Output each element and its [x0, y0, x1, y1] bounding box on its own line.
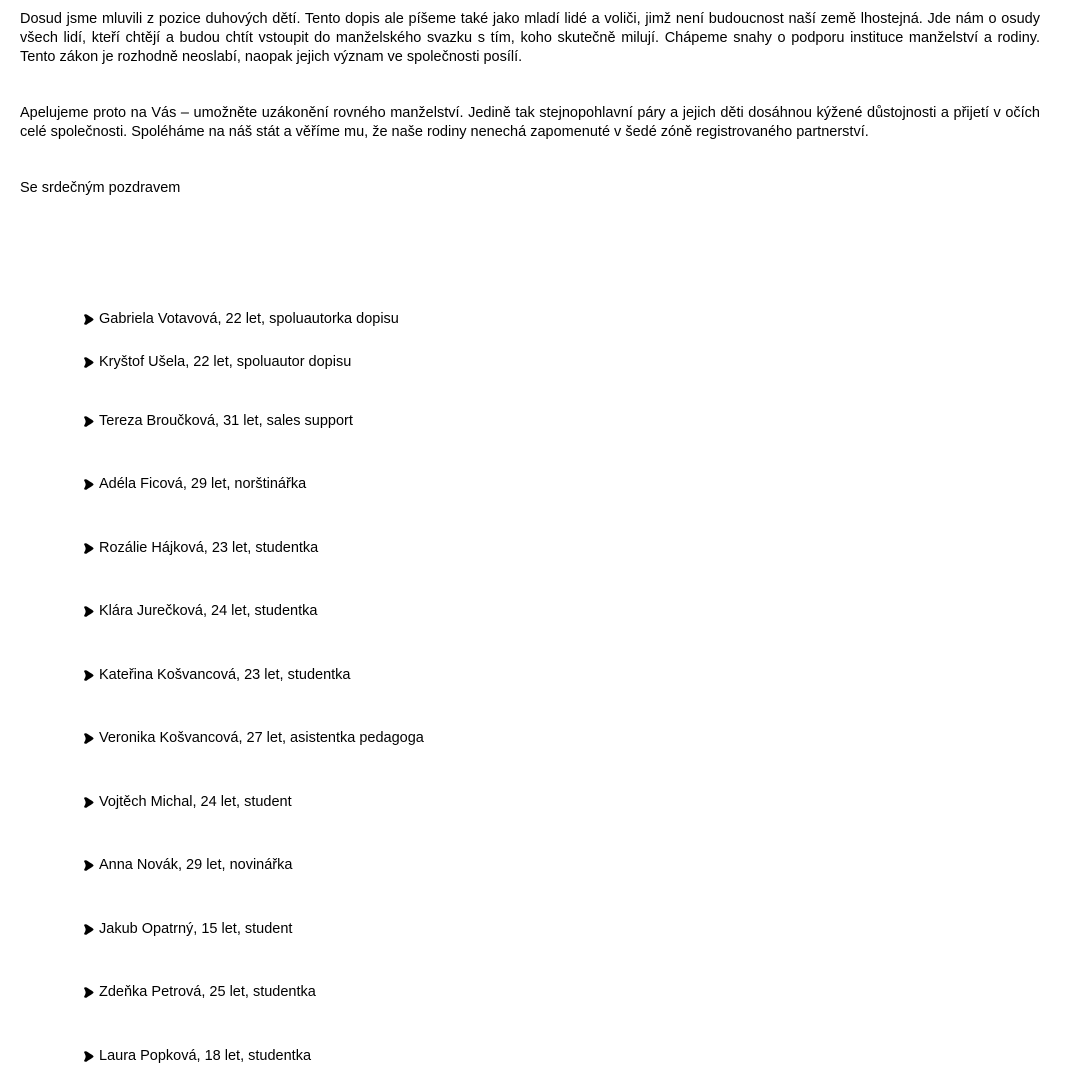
signatory-item: [82, 856, 292, 875]
signatory-item: [82, 353, 351, 372]
signatory-item: [82, 729, 424, 748]
signatory-item: [82, 310, 399, 329]
signatory-text: Veronika Košvancová, 27 let, asistentka pedagoga: [99, 730, 424, 746]
heart-bullet-icon: [82, 416, 94, 428]
signatory-item: [82, 920, 292, 939]
signatory-text: Adéla Ficová, 29 let, norštinářka: [99, 476, 307, 492]
signatory-text: Gabriela Votavová, 22 let, spoluautorka dopisu: [99, 311, 399, 327]
signatory-text: Klára Jurečková, 24 let, studentka: [99, 603, 318, 619]
heart-bullet-icon: [82, 606, 94, 618]
signatory-text: Rozálie Hájková, 23 let, studentka: [99, 540, 319, 556]
heart-bullet-icon: [82, 924, 94, 936]
heart-bullet-icon: [82, 357, 94, 369]
signatory-text: Kateřina Košvancová, 23 let, studentka: [99, 667, 351, 683]
letter-body: [20, 10, 1040, 198]
signatory-item: [82, 1047, 311, 1066]
signatory-item: [82, 602, 317, 621]
signatory-text: Vojtěch Michal, 24 let, student: [99, 794, 292, 810]
heart-bullet-icon: [82, 479, 94, 491]
heart-bullet-icon: [82, 797, 94, 809]
heart-bullet-icon: [82, 670, 94, 682]
letter-paragraph-1: Dosud jsme mluvili z pozice duhových dětí. Tento dopis ale píšeme také jako mladí lidé a voliči, jimž není budoucnost naší země lhostejná. Jde nám o osudy všech lidí, kteří chtějí a budou chtít vstoupit do manželského svazku s tím, koho skutečně milují. Chápeme snahy o podporu instituce manželství a rodiny. Tento zákon je rozhodně neoslabí, naopak jejich význam ve společnosti posílí.: [20, 11, 1040, 65]
heart-bullet-icon: [82, 733, 94, 745]
signatory-item: [82, 666, 351, 685]
heart-bullet-icon: [82, 314, 94, 326]
heart-bullet-icon: [82, 987, 94, 999]
signatory-item: [82, 475, 306, 494]
signatory-item: [82, 793, 292, 812]
signatory-text: Tereza Broučková, 31 let, sales support: [99, 413, 353, 429]
heart-bullet-icon: [82, 860, 94, 872]
signatory-text: Anna Novák, 29 let, novinářka: [99, 857, 293, 873]
signatory-text: Kryštof Ušela, 22 let, spoluautor dopisu: [99, 354, 352, 370]
signatory-text: Zdeňka Petrová, 25 let, studentka: [99, 984, 316, 1000]
signatory-item: [82, 412, 353, 431]
signatory-text: Jakub Opatrný, 15 let, student: [99, 921, 293, 937]
heart-bullet-icon: [82, 1051, 94, 1063]
signatory-item: [82, 983, 316, 1002]
letter-closing: Se srdečným pozdravem: [20, 180, 181, 196]
signatory-item: [82, 539, 318, 558]
letter-paragraph-2: Apelujeme proto na Vás – umožněte uzákonění rovného manželství. Jedině tak stejnopohlavní páry a jejich děti dosáhnou kýžené důstojnosti a přijetí v očích celé společnosti. Spoléháme na náš stát a věříme mu, že naše rodiny nenechá zapomenuté v šedé zóně registrovaného partnerství.: [20, 105, 1040, 140]
signatory-text: Laura Popková, 18 let, studentka: [99, 1048, 312, 1064]
heart-bullet-icon: [82, 543, 94, 555]
